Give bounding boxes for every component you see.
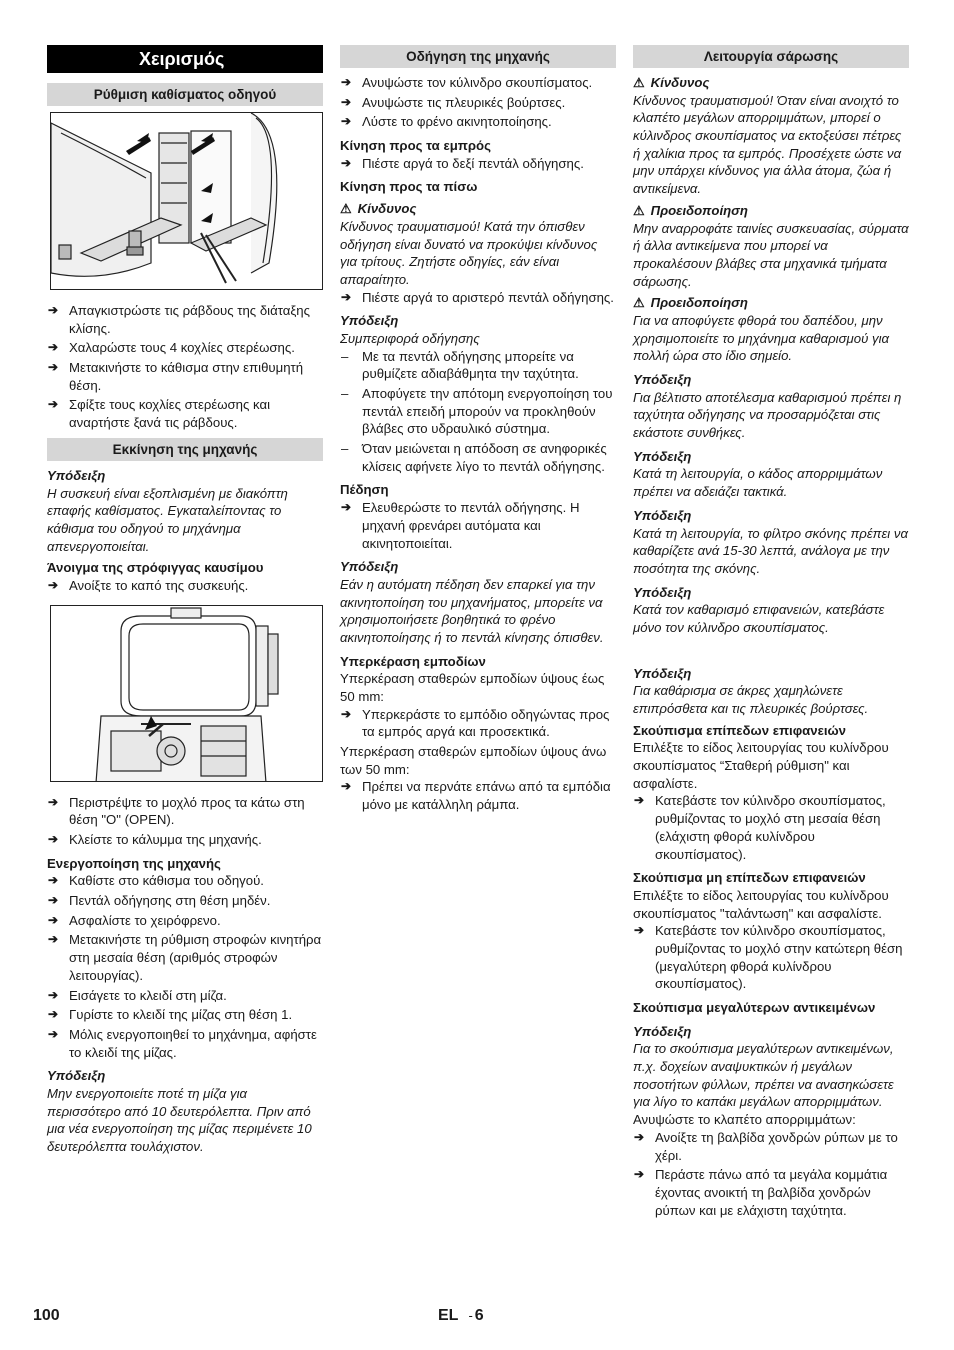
column-middle xyxy=(340,45,616,816)
subheading-fuel: Άνοιγμα της στρόφιγγας καυσίμου xyxy=(47,560,264,576)
seat-drawing-icon xyxy=(51,113,323,290)
list-item: ➔ Πρέπει να περνάτε επάνω από τα εμπόδια μόνο με κατάλληλη ράμπα. xyxy=(340,778,616,813)
note-label: Υπόδειξη xyxy=(633,372,692,387)
fuel-steps-list xyxy=(47,577,323,595)
note-label: Υπόδειξη xyxy=(633,665,692,681)
danger-text: Κίνδυνος τραυματισμού! Όταν είναι ανοιχτό το κλαπέτο μεγάλων απορριμμάτων, μπορεί ο κύλινδρος σκουπίσματος να εκτοξεύσει πέτρες ή χαλίκια προς τα εμπρός. Προσέχετε ώστε να μην υπάρχει κίνδυνος για άλλα άτομα, ζώα ή αντικείμενα. xyxy=(633,92,902,197)
note-text: Κατά τη λειτουργία, ο κάδος απορριμμάτων πρέπει να αδειάζει τακτικά. xyxy=(633,466,883,500)
list-item: ➔ Χαλαρώστε τους 4 κοχλίες στερέωσης. xyxy=(47,339,323,357)
paragraph: Υπερκέραση σταθερών εμποδίων ύψους άνω των 50 mm: xyxy=(340,744,607,777)
warning-triangle-icon: ⚠ xyxy=(633,202,645,218)
list-item: ➔ Καθίστε στο κάθισμα του οδηγού. xyxy=(47,872,323,890)
section-title-start: Εκκίνηση της μηχανής xyxy=(47,438,323,461)
list-item: ➔ Πιέστε αργά το δεξί πεντάλ οδήγησης. xyxy=(340,155,616,173)
chapter-title: Χειρισμός xyxy=(47,45,323,73)
list-item: ➔ Ανυψώστε τον κύλινδρο σκουπίσματος. xyxy=(340,74,616,92)
uneven-steps-list xyxy=(633,922,909,993)
note-text: Η συσκευή είναι εξοπλισμένη με διακόπτη επαφής καθίσματος. Εγκαταλείποντας το κάθισμα του οδηγού το μηχάνημα απενεργοποιείται. xyxy=(47,485,288,554)
obstacle-steps-list xyxy=(340,706,616,741)
note-text: Εάν η αυτόματη πέδηση δεν επαρκεί για την ακινητοποίηση του μηχανήματος, μπορείτε να χρησιμοποιήσετε βοηθητικά το φρένο ακινητοποίησης ή το πεντάλ κίνησης όπισθεν. xyxy=(340,576,604,645)
paragraph: Υπερκέραση σταθερών εμποδίων ύψους έως 50 mm: xyxy=(340,671,605,704)
list-item: ➔ Περιστρέψτε το μοχλό προς τα κάτω στη θέση "O" (OPEN). xyxy=(47,794,323,829)
drive-steps-list xyxy=(340,74,616,131)
language-code: EL xyxy=(438,1307,459,1324)
list-item: ➔ Σφίξτε τους κοχλίες στερέωσης και αναρτήστε ξανά τις ράβδους. xyxy=(47,396,323,431)
list-item: ➔ Κατεβάστε τον κύλινδρο σκουπίσματος, ρυθμίζοντας το μοχλό στη μεσαία θέση (ελάχιστη φθορά κυλίνδρου σκουπίσματος). xyxy=(633,792,909,863)
seat-adjustment-illustration xyxy=(50,112,323,290)
note-text: Κατά τον καθαρισμό επιφανειών, κατεβάστε μόνο τον κύλινδρο σκουπίσματος. xyxy=(633,602,885,635)
list-item: ➔ Πεντάλ οδήγησης στη θέση μηδέν. xyxy=(47,892,323,910)
separator: - xyxy=(468,1308,473,1323)
note-text: Κατά τη λειτουργία, το φίλτρο σκόνης πρέπει να καθαρίζετε ανά 15-30 λεπτά, ανάλογα με την ποσότητα της σκόνης. xyxy=(633,525,908,576)
paragraph: Επιλέξτε το είδος λειτουργίας του κυλίνδρου σκουπίσματος "ταλάντωση" και ασφαλίστε. xyxy=(633,887,889,921)
behaviour-list xyxy=(340,348,616,476)
language-page-ref xyxy=(438,1305,484,1326)
paragraph: Επιλέξτε το είδος λειτουργίας του κυλίνδρου σκουπίσματος “Σταθερή ρύθμιση" και ασφαλίστε. xyxy=(633,740,889,791)
fuel-valve-illustration xyxy=(50,605,323,782)
subheading-flat: Σκούπισμα επίπεδων επιφανειών xyxy=(633,722,846,738)
list-item: ➔ Ανοίξτε το καπό της συσκευής. xyxy=(47,577,323,595)
subheading-braking: Πέδηση xyxy=(340,482,389,498)
subheading-forward: Κίνηση προς τα εμπρός xyxy=(340,138,491,154)
forward-steps-list xyxy=(340,155,616,173)
warning-text: Για να αποφύγετε φθορά του δαπέδου, μην χρησιμοποιείτε το μηχάνημα καθαρισμού για πολλή ώρα στο ίδιο σημείο. xyxy=(633,312,890,364)
note-text: Για το σκούπισμα μεγαλύτερων αντικειμένων, π.χ. δοχείων αναψυκτικών ή μεγάλων ποσοτήτων φύλλων, πρέπει να ανασηκώσετε για λίγο το καπάκι μεγάλων απορριμμάτων. xyxy=(633,1041,894,1110)
note-label: Υπόδειξη xyxy=(633,448,692,464)
danger-label: ⚠ Κίνδυνος xyxy=(633,75,710,90)
fuel-steps-list-2 xyxy=(47,794,323,849)
list-item: – Με τα πεντάλ οδήγησης μπορείτε να ρυθμίζετε αδιαβάθμητα την ταχύτητα. xyxy=(340,348,616,383)
list-item: ➔ Λύστε το φρένο ακινητοποίησης. xyxy=(340,113,616,131)
sub-page-number: 6 xyxy=(474,1307,484,1324)
list-item: – Αποφύγετε την απότομη ενεργοποίηση του πεντάλ επειδή μπορούν να προκληθούν βλάβες στο υδραυλικό σύστημα. xyxy=(340,385,616,438)
list-item: ➔ Μετακινήστε το κάθισμα στην επιθυμητή θέση. xyxy=(47,359,323,394)
note-text: Για βέλτιστο αποτέλεσμα καθαρισμού πρέπει η ταχύτητα οδήγησης να προσαρμόζεται στις εκάστοτε συνθήκες. xyxy=(633,389,902,441)
subheading-engine-start: Ενεργοποίηση της μηχανής xyxy=(47,855,221,871)
paragraph: Ανυψώστε το κλαπέτο απορριμμάτων: xyxy=(633,1112,856,1128)
note-label: Υπόδειξη xyxy=(633,584,692,600)
warning-triangle-icon: ⚠ xyxy=(633,295,645,311)
seat-steps-list xyxy=(47,302,323,432)
list-item: ➔ Κατεβάστε τον κύλινδρο σκουπίσματος, ρυθμίζοντας το μοχλό στην κατώτερη θέση (μεγαλύτερη φθορά κυλίνδρου σκουπίσματος). xyxy=(633,922,909,993)
warning-label: ⚠ Προειδοποίηση xyxy=(633,202,748,218)
list-item: ➔ Περάστε πάνω από τα μεγάλα κομμάτια έχοντας ανοικτή τη βαλβίδα χονδρών ρύπων και με ελάχιστη ταχύτητα. xyxy=(633,1166,909,1219)
list-item: ➔ Μετακινήστε τη ρύθμιση στροφών κινητήρα στη μεσαία θέση (αριθμός στροφών λειτουργίας). xyxy=(47,931,323,984)
note-label: Υπόδειξη xyxy=(340,559,399,575)
list-item: ➔ Κλείστε το κάλυμμα της μηχανής. xyxy=(47,831,323,849)
brake-steps-list xyxy=(340,499,616,552)
column-left xyxy=(47,45,323,1156)
note-text: Για καθάρισμα σε άκρες χαμηλώνετε επιπρόσθετα και τις πλευρικές βούρτσες. xyxy=(633,683,869,716)
obstacle-steps-list-2 xyxy=(340,778,616,813)
note-subtitle: Συμπεριφορά οδήγησης xyxy=(340,330,480,346)
section-title-sweeping: Λειτουργία σάρωσης xyxy=(633,45,909,68)
list-item: ➔ Μόλις ενεργοποιηθεί το μηχάνημα, αφήστε το κλειδί της μίζας. xyxy=(47,1026,323,1061)
column-right xyxy=(633,45,909,1221)
subheading-obstacles: Υπερκέραση εμποδίων xyxy=(340,653,486,669)
flat-steps-list xyxy=(633,792,909,863)
danger-text: Κίνδυνος τραυματισμού! Κατά την όπισθεν οδήγηση είναι δυνατό να προκύψει κίνδυνος για τρίτους. Ζητήστε οδηγίες, εάν είναι απαραίτητο. xyxy=(340,218,598,287)
list-item: ➔ Εισάγετε το κλειδί στη μίζα. xyxy=(47,987,323,1005)
list-item: ➔ Ανυψώστε τις πλευρικές βούρτσες. xyxy=(340,94,616,112)
note-label: Υπόδειξη xyxy=(633,1023,692,1039)
warning-label: ⚠ Προειδοποίηση xyxy=(633,295,748,311)
subheading-reverse: Κίνηση προς τα πίσω xyxy=(340,179,478,195)
list-item: ➔ Υπερκεράστε το εμπόδιο οδηγώντας προς τα εμπρός αργά και προσεκτικά. xyxy=(340,706,616,741)
note-text: Μην ενεργοποιείτε ποτέ τη μίζα για περισσότερο από 10 δευτερόλεπτα. Πριν από μια νέα ενεργοποίηση της μίζας περιμένετε 10 δευτερόλεπτα τουλάχιστον. xyxy=(47,1085,312,1154)
note-label: Υπόδειξη xyxy=(47,1068,106,1084)
list-item: – Όταν μειώνεται η απόδοση σε ανηφορικές κλίσεις αφήνετε λίγο το πεντάλ οδήγησης. xyxy=(340,440,616,475)
warning-text: Μην αναρροφάτε ταινίες συσκευασίας, σύρματα ή άλλα αντικείμενα που μπορεί να προκαλέσουν βλάβες στα μηχανικά τμήματα σάρωσης. xyxy=(633,220,909,289)
subheading-uneven: Σκούπισμα μη επίπεδων επιφανειών xyxy=(633,870,866,886)
engine-drawing-icon xyxy=(51,606,323,782)
large-steps-list xyxy=(633,1129,909,1219)
list-item: ➔ Απαγκιστρώστε τις ράβδους της διάταξης κλίσης. xyxy=(47,302,323,337)
section-title-seat: Ρύθμιση καθίσματος οδηγού xyxy=(47,83,323,106)
section-title-driving: Οδήγηση της μηχανής xyxy=(340,45,616,68)
note-label: Υπόδειξη xyxy=(633,507,692,523)
page-number: 100 xyxy=(33,1307,60,1324)
note-label: Υπόδειξη xyxy=(340,313,399,329)
list-item: ➔ Ανοίξτε τη βαλβίδα χονδρών ρύπων με το χέρι. xyxy=(633,1129,909,1164)
list-item: ➔ Γυρίστε το κλειδί της μίζας στη θέση 1. xyxy=(47,1006,323,1024)
warning-triangle-icon: ⚠ xyxy=(633,75,645,90)
warning-triangle-icon: ⚠ xyxy=(340,201,352,217)
list-item: ➔ Πιέστε αργά το αριστερό πεντάλ οδήγησης. xyxy=(340,289,616,307)
subheading-large-objects: Σκούπισμα μεγαλύτερων αντικειμένων xyxy=(633,1000,876,1015)
start-steps-list xyxy=(47,872,323,1061)
reverse-steps-list xyxy=(340,289,616,307)
danger-label: ⚠ Κίνδυνος xyxy=(340,201,417,217)
list-item: ➔ Ασφαλίστε το χειρόφρενο. xyxy=(47,912,323,930)
list-item: ➔ Ελευθερώστε το πεντάλ οδήγησης. Η μηχανή φρενάρει αυτόματα και ακινητοποιείται. xyxy=(340,499,616,552)
note-label: Υπόδειξη xyxy=(47,467,106,483)
